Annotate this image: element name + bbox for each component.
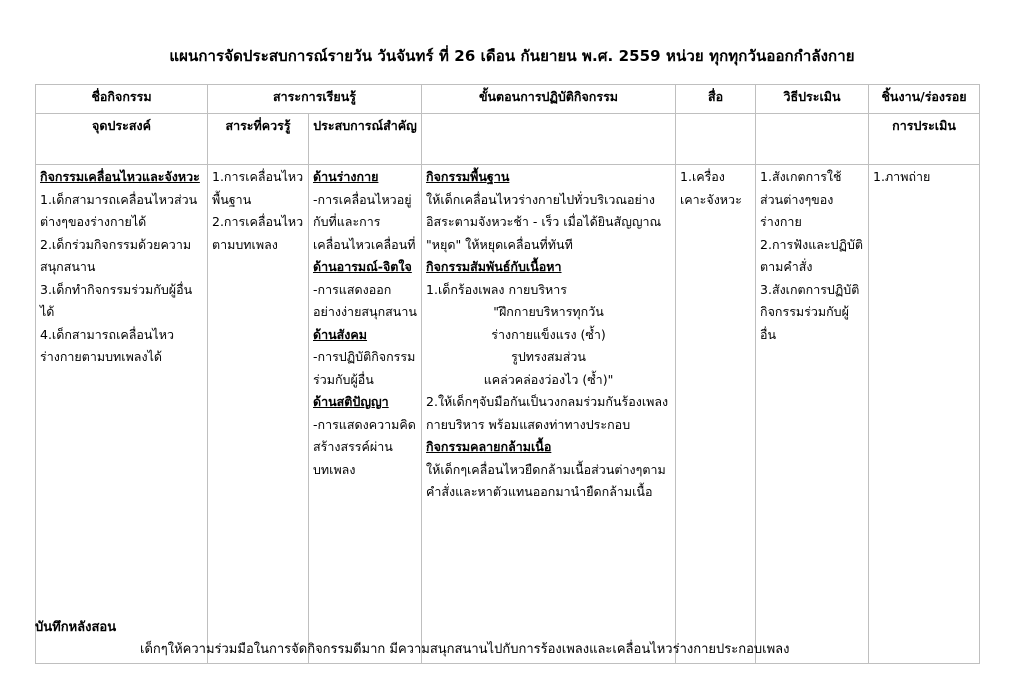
basic-activity-heading: กิจกรรมพื้นฐาน bbox=[426, 169, 510, 184]
objective-item: 1.เด็กสามารถเคลื่อนไหวส่วนต่างๆของร่างกายได้ bbox=[40, 191, 198, 229]
notes-label: บันทึกหลังสอน bbox=[35, 620, 117, 635]
emotional-heading: ด้านอารมณ์-จิตใจ bbox=[313, 259, 412, 274]
header-activity-name: ชื่อกิจกรรม bbox=[36, 85, 208, 114]
header-learning-content: สาระการเรียนรู้ bbox=[208, 85, 422, 114]
objectives-cell bbox=[36, 165, 208, 664]
content-activity-heading: กิจกรรมสัมพันธ์กับเนื้อหา bbox=[426, 259, 562, 274]
procedure-cell bbox=[422, 165, 676, 664]
song-line: "ฝึกกายบริหารทุกวัน bbox=[493, 304, 604, 319]
header-objectives: จุดประสงค์ bbox=[36, 114, 208, 165]
method-item: 1.สังเกตการใช้ส่วนต่างๆของร่างกาย bbox=[760, 169, 842, 229]
notes-text: เด็กๆให้ความร่วมมือในการจัดกิจกรรมดีมาก มีความสนุกสนานไปกับการร้องเพลงและเคลื่อนไหวร่างกายประกอบเพลง bbox=[140, 642, 790, 657]
song-line: แคล่วคล่องว่องไว (ซ้ำ)" bbox=[483, 371, 614, 387]
intellect-text: -การแสดงความคิดสร้างสรรค์ผ่านบทเพลง bbox=[313, 416, 416, 477]
key-experience-cell bbox=[309, 165, 422, 664]
header-content-to-know: สาระที่ควรรู้ bbox=[208, 114, 309, 165]
method-item: 2.การฟังและปฏิบัติตามคำสั่ง bbox=[760, 236, 864, 274]
objective-item: 4.เด็กสามารถเคลื่อนไหวร่างกายตามบทเพลงได้ bbox=[40, 326, 174, 364]
physical-heading: ด้านร่างกาย bbox=[313, 169, 379, 184]
objectives-heading: กิจกรรมเคลื่อนไหวและจังหวะ bbox=[40, 169, 200, 184]
relax-activity-heading: กิจกรรมคลายกล้ามเนื้อ bbox=[426, 439, 552, 454]
header-media: สื่อ bbox=[676, 85, 756, 114]
intellect-heading: ด้านสติปัญญา bbox=[313, 394, 389, 409]
header-evaluation: การประเมิน bbox=[869, 114, 980, 165]
header-procedure-empty bbox=[422, 114, 676, 165]
basic-activity-text: ให้เด็กเคลื่อนไหวร่างกายไปทั่วบริเวณอย่างอิสระตามจังหวะช้า - เร็ว เมื่อได้ยินสัญญาณ "หยุด" ให้หยุดเคลื่อนที่ทันที bbox=[426, 191, 662, 252]
content-row bbox=[36, 165, 980, 664]
procedure-step-2: 2.ให้เด็กๆจับมือกันเป็นวงกลมร่วมกันร้องเพลง กายบริหาร พร้อมแสดงท่าทางประกอบ bbox=[426, 394, 669, 432]
header-row-1 bbox=[36, 85, 980, 114]
procedure-step-1: 1.เด็กร้องเพลง กายบริหาร bbox=[426, 281, 568, 297]
header-key-experience: ประสบการณ์สำคัญ bbox=[309, 114, 422, 165]
content-to-know-cell bbox=[208, 165, 309, 664]
evidence-item: 1.ภาพถ่าย bbox=[873, 169, 931, 184]
header-work-evidence: ชิ้นงาน/ร่องรอย bbox=[869, 85, 980, 114]
header-procedure: ขั้นตอนการปฏิบัติกิจกรรม bbox=[422, 85, 676, 114]
header-row-2 bbox=[36, 114, 980, 165]
objective-item: 3.เด็กทำกิจกรรมร่วมกับผู้อื่นได้ bbox=[40, 281, 193, 319]
lesson-plan-table bbox=[35, 84, 980, 664]
evaluation-method-cell bbox=[756, 165, 869, 664]
media-item: 1.เครื่องเคาะจังหวะ bbox=[680, 169, 742, 207]
relax-activity-text: ให้เด็กๆเคลื่อนไหวยืดกล้ามเนื้อส่วนต่างๆตามคำสั่งและหาตัวแทนออกมานำยืดกล้ามเนื้อ bbox=[426, 461, 666, 499]
emotional-text: -การแสดงออกอย่างง่ายสนุกสนาน bbox=[313, 281, 417, 319]
header-method-empty bbox=[756, 114, 869, 165]
objective-item: 2.เด็กร่วมกิจกรรมด้วยความสนุกสนาน bbox=[40, 236, 192, 274]
content-item: 1.การเคลื่อนไหวพื้นฐาน bbox=[212, 169, 304, 207]
media-cell bbox=[676, 165, 756, 664]
social-text: -การปฏิบัติกิจกรรมร่วมกับผู้อื่น bbox=[313, 349, 416, 387]
header-media-empty bbox=[676, 114, 756, 165]
song-line: รูปทรงสมส่วน bbox=[511, 349, 586, 364]
method-item: 3.สังเกตการปฏิบัติกิจกรรมร่วมกับผู้อื่น bbox=[760, 281, 860, 342]
song-line: ร่างกายแข็งแรง (ซ้ำ) bbox=[491, 326, 606, 342]
page-title: แผนการจัดประสบการณ์รายวัน วันจันทร์ ที่ 26 เดือน กันยายน พ.ศ. 2559 หน่วย ทุกทุกวันออกกำลังกาย bbox=[169, 47, 855, 65]
work-evidence-cell bbox=[869, 165, 980, 664]
social-heading: ด้านสังคม bbox=[313, 326, 368, 342]
physical-text: -การเคลื่อนไหวอยู่กับที่และการเคลื่อนไหวเคลื่อนที่ bbox=[313, 191, 416, 252]
content-item: 2.การเคลื่อนไหวตามบทเพลง bbox=[212, 214, 304, 252]
header-evaluation-method: วิธีประเมิน bbox=[756, 85, 869, 114]
